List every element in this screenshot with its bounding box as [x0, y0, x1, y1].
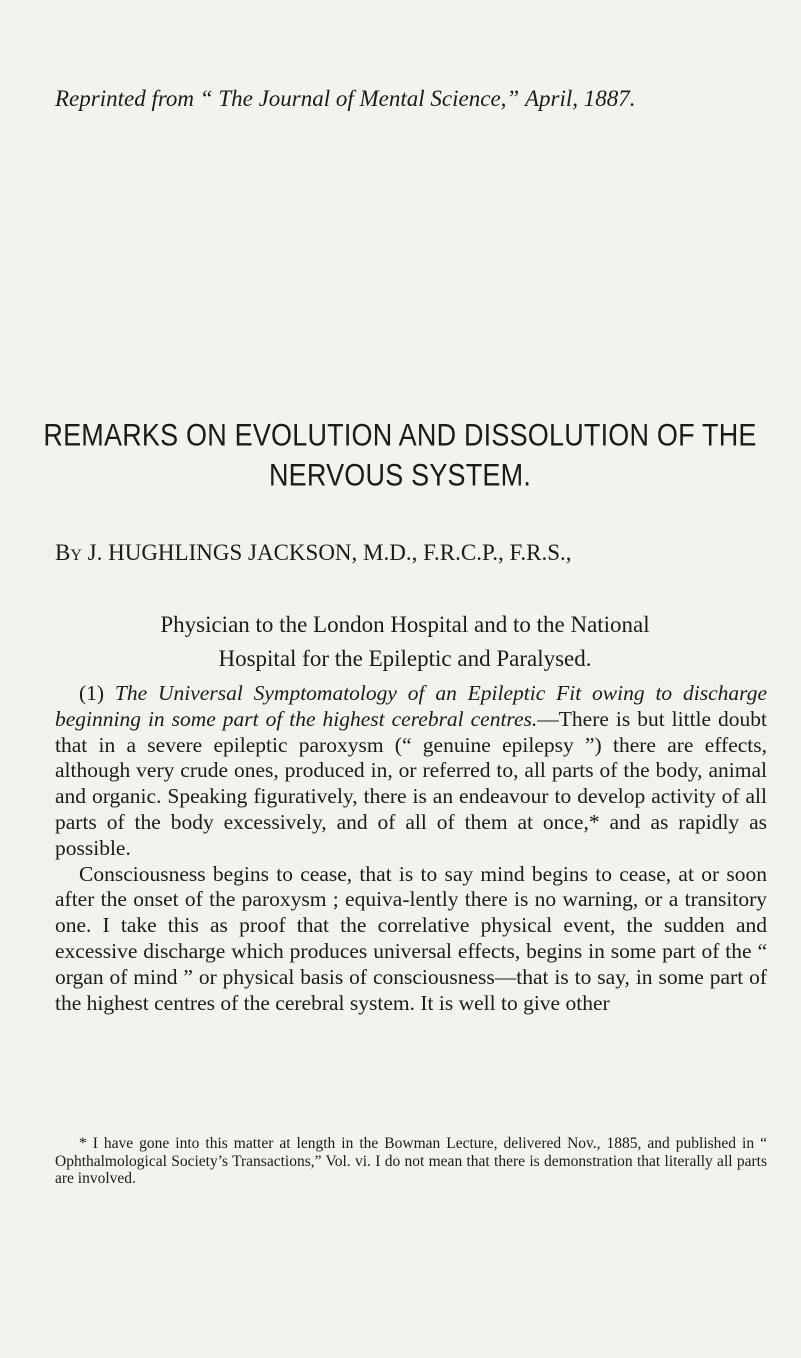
footnote — [55, 1135, 767, 1188]
author-affiliation — [55, 608, 755, 676]
section-heading: The Universal Symptomatology of an Epileptic Fit owing to discharge beginning in some part of the highest cerebral centres. — [55, 681, 767, 731]
byline — [55, 540, 775, 566]
footnote-text: * I have gone into this matter at length in the Bowman Lecture, delivered Nov., 1885, and published in “ Ophthalmological Society’s Transactions,” Vol. vi. I do not mean that there is demonstration that literally all parts are involved. — [55, 1135, 767, 1188]
byline-by: By — [55, 540, 82, 565]
article-title-line-1: REMARKS ON EVOLUTION AND DISSOLUTION OF THE — [43, 418, 757, 453]
section-1-paragraph-2: Consciousness begins to cease, that is to say mind begins to cease, at or soon after the onset of the paroxysm ; equiva-lently there is no warning, or a transitory one. I take this as proof that the correlative physical event, the sudden and excessive discharge which produces universal effects, begins in some part of the “ organ of mind ” or physical basis of consciousness—that is to say, in some part of the highest centres of the cerebral system. It is well to give other — [55, 861, 767, 1015]
section-number: (1) — [79, 681, 105, 705]
article-title-line-2: NERVOUS SYSTEM. — [268, 458, 532, 493]
article-body — [55, 681, 767, 1016]
reprint-month: April, 1887. — [524, 86, 636, 111]
reprint-header — [55, 86, 755, 112]
section-1-paragraph-1 — [55, 681, 767, 862]
affiliation-line-1: Physician to the London Hospital and to the National — [160, 612, 650, 637]
journal-name: “ The Journal of Mental Science,” — [199, 86, 520, 111]
paragraph-text: —There is but little doubt that in a severe epileptic paroxysm (“ genuine epilepsy ”) there are effects, although very crude ones, produced in, or referred to, all parts of the body, animal and organic. Speaking figuratively, there is an endeavour to develop activity of all parts of the body excessively, and of all of them at once,* and as rapidly as possible. — [55, 706, 767, 860]
reprint-prefix: Reprinted from — [55, 86, 195, 111]
author-name: J. HUGHLINGS JACKSON, M.D., F.R.C.P., F.R.S., — [87, 540, 572, 565]
affiliation-line-2: Hospital for the Epileptic and Paralysed. — [218, 646, 592, 671]
